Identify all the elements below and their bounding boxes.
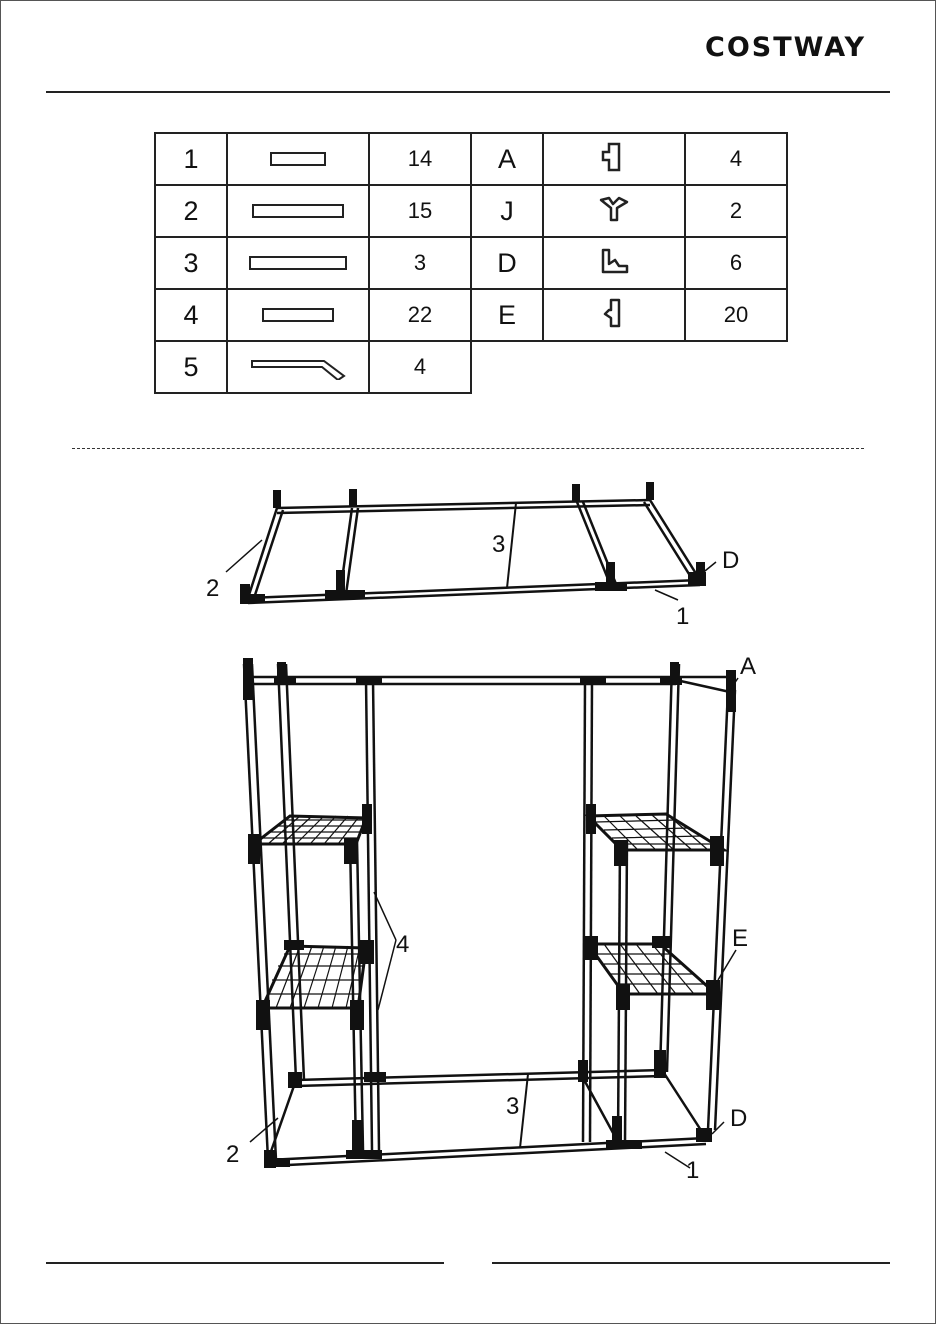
footer-rule-left: [46, 1262, 444, 1264]
part-qty: 14: [369, 133, 471, 185]
wardrobe-frame-diagram: [244, 664, 735, 1166]
part-id: 2: [155, 185, 227, 237]
part-id: E: [471, 289, 543, 341]
part-id: 5: [155, 341, 227, 393]
callout-1: 1: [676, 603, 690, 630]
part-qty: 2: [685, 185, 787, 237]
right-lower-shelf: [588, 944, 716, 994]
part-qty: 3: [369, 237, 471, 289]
callout-1: 1: [686, 1157, 700, 1184]
part-qty: 4: [369, 341, 471, 393]
callout-4: 4: [396, 931, 410, 958]
part-id: D: [471, 237, 543, 289]
footer-rule-right: [492, 1262, 890, 1264]
left-lower-shelf: [262, 946, 366, 1008]
base-leaders: [226, 540, 716, 600]
base-frame-diagram: [248, 500, 700, 603]
part-id: 1: [155, 133, 227, 185]
callout-2: 2: [206, 575, 220, 602]
part-id: 3: [155, 237, 227, 289]
brand-logo: COSTWAY: [705, 32, 867, 63]
callout-D: D: [730, 1105, 748, 1132]
right-upper-shelf: [588, 814, 724, 850]
part-qty: 6: [685, 237, 787, 289]
callout-2: 2: [226, 1141, 240, 1168]
callout-3: 3: [492, 531, 506, 558]
part-id: A: [471, 133, 543, 185]
frame-connectors: [243, 658, 736, 1168]
part-qty: 22: [369, 289, 471, 341]
part-qty: 4: [685, 133, 787, 185]
callout-D: D: [722, 547, 740, 574]
part-id: 4: [155, 289, 227, 341]
callout-3: 3: [506, 1093, 520, 1120]
part-id: J: [471, 185, 543, 237]
callout-E: E: [732, 925, 749, 952]
part-qty: 20: [685, 289, 787, 341]
callout-A: A: [740, 653, 757, 680]
part-qty: 15: [369, 185, 471, 237]
